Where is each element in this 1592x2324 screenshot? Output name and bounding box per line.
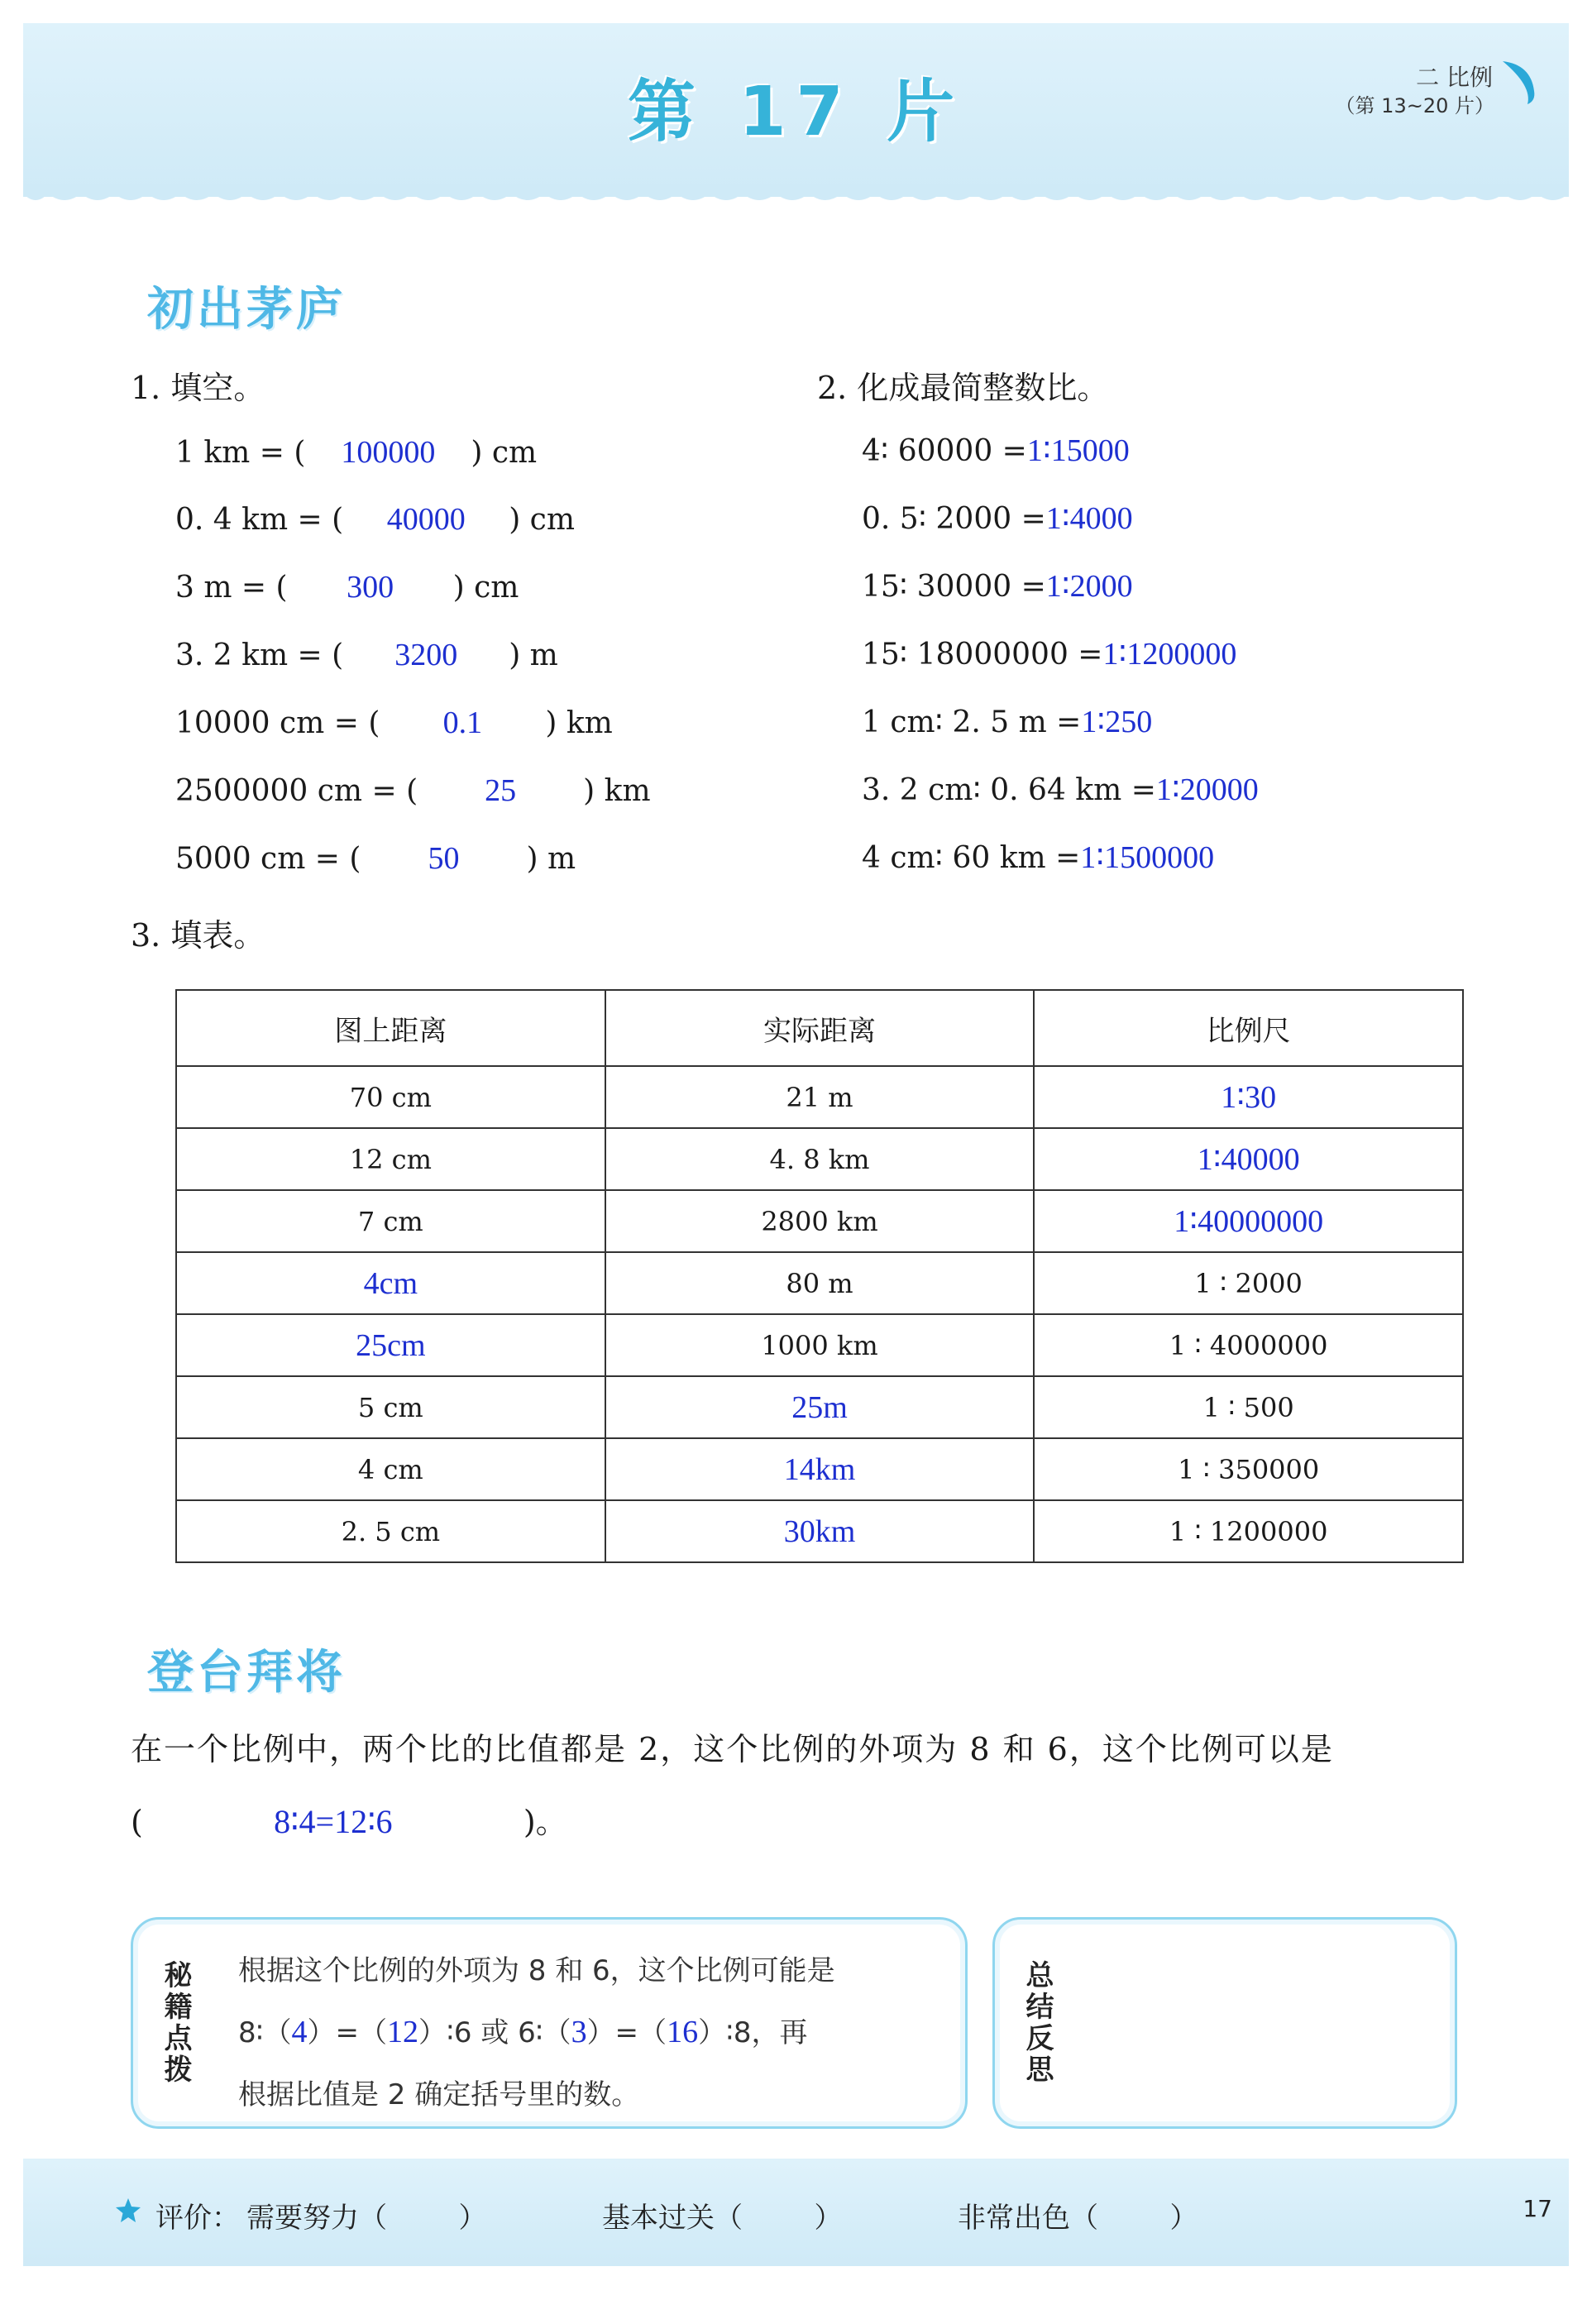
q1-item: 1 km = ( 100000 ) cm [175,435,538,470]
actual-distance-cell: 80 m [605,1252,1035,1314]
challenge-answer-line: ( 8∶4=12∶6 )。 [131,1803,567,1840]
column-header-map-distance: 图上距离 [176,990,605,1066]
q2-answer: 1∶4000 [1045,501,1133,536]
table-row [176,1500,1463,1562]
map-distance-cell: 5 cm [176,1376,605,1438]
table-row [176,1252,1463,1314]
q2-item: 1 cm∶ 2. 5 m =1∶250 [862,705,1153,739]
q1-label: 1. 填空。 [131,370,265,406]
q2-answer: 1∶1200000 [1102,637,1237,672]
actual-distance-cell: 21 m [605,1066,1035,1128]
q1-item: 5000 cm = ( 50 ) m [175,841,576,876]
scale-cell: 1∶30 [1034,1066,1463,1128]
evaluation-option-basic-pass[interactable]: 基本过关（ ） [602,2202,843,2235]
q1-item: 10000 cm = ( 0.1 ) km [175,705,613,740]
table-row [176,1376,1463,1438]
tips-line-3: 根据比值是 2 确定括号里的数。 [238,2078,640,2111]
table-header-row [176,990,1463,1066]
q2-item: 3. 2 cm∶ 0. 64 km =1∶20000 [862,772,1259,807]
q1-item: 2500000 cm = ( 25 ) km [175,773,651,808]
swoosh-icon [1498,56,1541,108]
q1-answer: 3200 [394,638,458,672]
actual-distance-cell: 30km [605,1500,1035,1562]
unit-range: （第 13~20 片） [1335,94,1494,117]
scale-cell: 1 ∶ 500 [1034,1376,1463,1438]
evaluation-label: 评价： [155,2202,240,2235]
q2-answer: 1∶2000 [1045,569,1133,604]
q2-item: 4 cm∶ 60 km =1∶1500000 [862,840,1215,875]
q2-answer: 1∶15000 [1026,433,1130,468]
map-distance-cell: 4cm [176,1252,605,1314]
tips-line-2: 8∶（4）=（12）∶6 或 6∶（3）=（16）∶8，再 [238,2015,808,2049]
header-wave-edge [23,184,1569,208]
tips-title: 秘籍点拨 [159,1960,192,2086]
scale-cell: 1 ∶ 2000 [1034,1252,1463,1314]
scale-cell: 1 ∶ 1200000 [1034,1500,1463,1562]
map-distance-cell: 2. 5 cm [176,1500,605,1562]
q2-item: 15∶ 18000000 =1∶1200000 [862,637,1237,672]
q1-answer: 300 [347,570,394,605]
summary-box [992,1917,1457,2129]
q1-item: 0. 4 km = ( 40000 ) cm [175,502,575,537]
q1-answer: 25 [485,773,517,808]
map-distance-cell: 70 cm [176,1066,605,1128]
scale-cell: 1∶40000000 [1034,1190,1463,1252]
scale-cell: 1 ∶ 4000000 [1034,1314,1463,1376]
q1-answer: 0.1 [442,705,483,740]
map-distance-cell: 25cm [176,1314,605,1376]
table-row [176,1438,1463,1500]
q2-answer: 1∶20000 [1155,772,1259,807]
map-distance-cell: 12 cm [176,1128,605,1190]
actual-distance-cell: 25m [605,1376,1035,1438]
tips-answer: 12 [386,2015,418,2049]
column-header-scale: 比例尺 [1034,990,1463,1066]
unit-label: 二 比例 [1416,64,1493,91]
map-distance-cell: 4 cm [176,1438,605,1500]
tips-line-1: 根据这个比例的外项为 8 和 6，这个比例可能是 [238,1954,835,1987]
table-row [176,1314,1463,1376]
tips-answer: 16 [667,2015,699,2049]
q1-answer: 100000 [341,435,436,470]
challenge-question: 在一个比例中，两个比的比值都是 2，这个比例的外项为 8 和 6，这个比例可以是 [131,1731,1334,1767]
scale-table [175,989,1464,1563]
q1-answer: 40000 [386,502,466,537]
page-title: 第 17 片 [627,73,965,151]
q2-item: 15∶ 30000 =1∶2000 [862,569,1133,604]
scale-cell: 1 ∶ 350000 [1034,1438,1463,1500]
actual-distance-cell: 14km [605,1438,1035,1500]
actual-distance-cell: 1000 km [605,1314,1035,1376]
q1-item: 3. 2 km = ( 3200 ) m [175,638,558,672]
q2-answer: 1∶1500000 [1080,840,1215,875]
actual-distance-cell: 4. 8 km [605,1128,1035,1190]
section-title-chuchumaolu: 初出茅庐 [147,283,346,337]
tips-answer: 4 [291,2015,308,2049]
challenge-answer: 8∶4=12∶6 [274,1803,393,1840]
star-icon [114,2197,142,2225]
summary-title: 总结反思 [1021,1960,1054,2086]
page-number: 17 [1523,2195,1552,2222]
map-distance-cell: 7 cm [176,1190,605,1252]
q3-label: 3. 填表。 [131,917,265,954]
table-row [176,1128,1463,1190]
tips-answer: 3 [571,2015,587,2049]
section-title-dengtaibaijiang: 登台拜将 [147,1646,346,1700]
table-body [176,1066,1463,1562]
q1-answer: 50 [428,841,460,876]
q2-item: 4∶ 60000 =1∶15000 [862,433,1130,468]
evaluation-option-excellent[interactable]: 非常出色（ ） [958,2202,1198,2235]
actual-distance-cell: 2800 km [605,1190,1035,1252]
q2-answer: 1∶250 [1081,705,1153,739]
q2-label: 2. 化成最简整数比。 [817,370,1109,406]
table-row [176,1190,1463,1252]
q2-item: 0. 5∶ 2000 =1∶4000 [862,501,1133,536]
evaluation-option-need-effort[interactable]: 需要努力（ ） [246,2202,487,2235]
column-header-actual-distance: 实际距离 [605,990,1035,1066]
table-row [176,1066,1463,1128]
scale-cell: 1∶40000 [1034,1128,1463,1190]
q1-item: 3 m = ( 300 ) cm [175,570,519,605]
